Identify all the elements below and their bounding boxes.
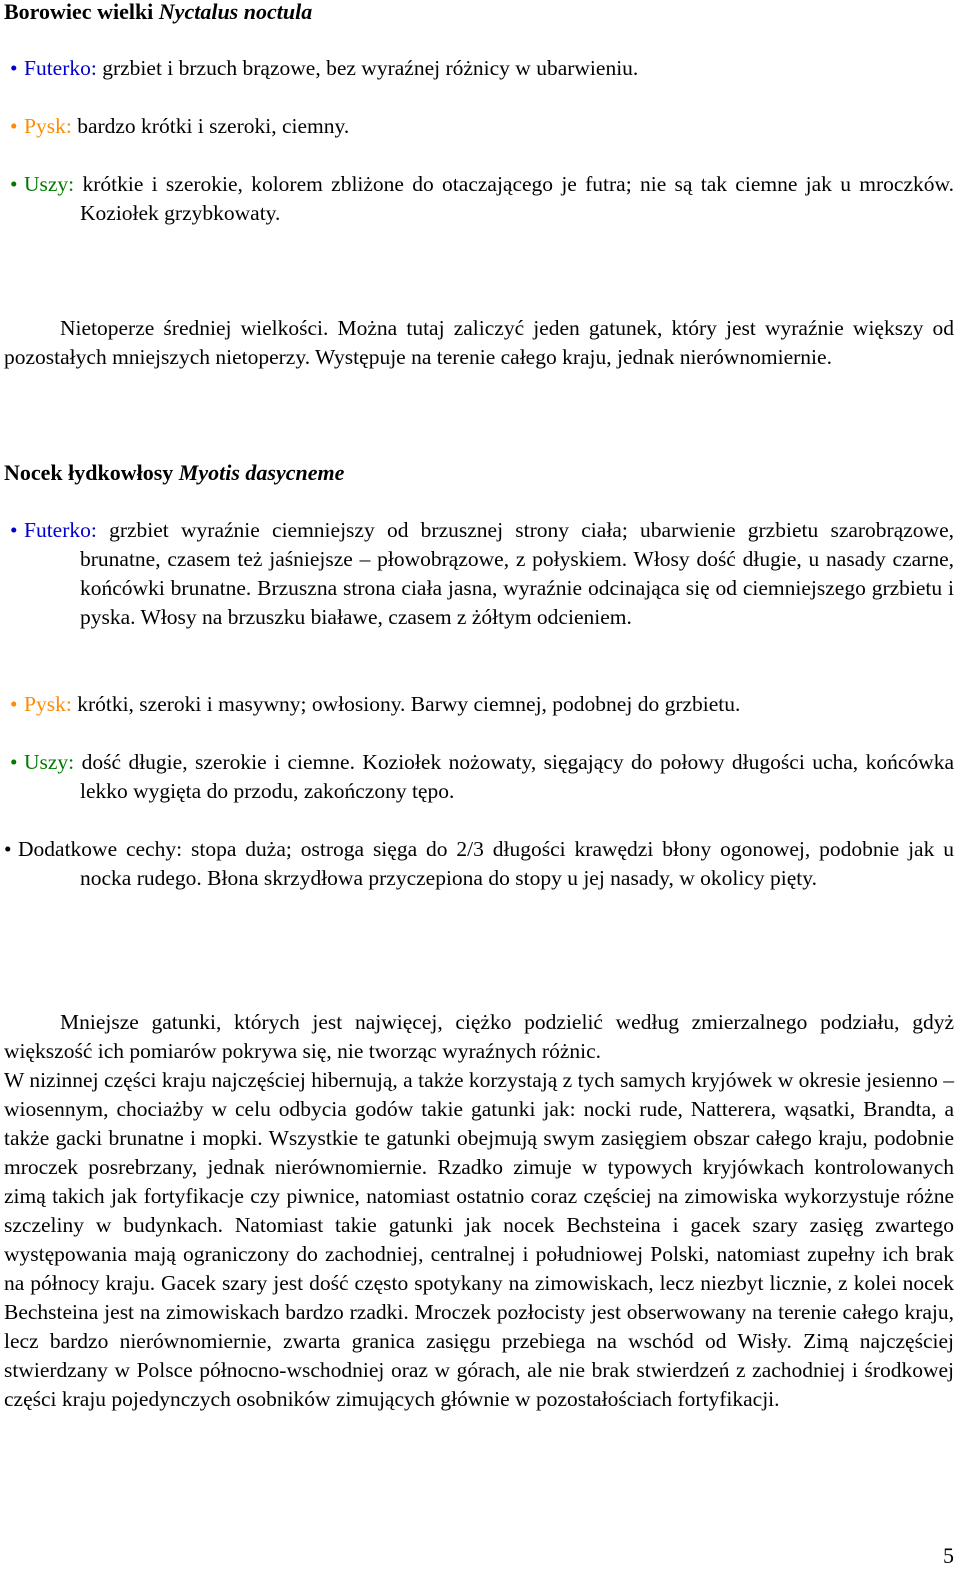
feature-text: grzbiet wyraźnie ciemniejszy od brzusznej strony ciała; ubarwienie grzbietu szarobrązowe, brunatne, czasem też jaśniejsze – płowobrązowe, z połyskiem. Włosy dość długie, u nasady czarne, końcówki brunatne. Brzuszna strona ciała jasna, wyraźnie odcinająca się od ciemniejszego grzbietu i pyska. Włosy na brzuszku białawe, czasem z żółtym odcieniem.	[80, 518, 954, 629]
list-item-dodatkowe-cechy	[4, 835, 954, 893]
bullet-icon: •	[10, 692, 18, 716]
species-common-name: Nocek łydkowłosy	[4, 460, 179, 485]
species-heading-borowiec	[4, 0, 312, 24]
feature-text: bardzo krótki i szeroki, ciemny.	[71, 114, 350, 138]
species-latin-name: Nyctalus noctula	[158, 0, 313, 24]
list-item-pysk	[4, 112, 954, 141]
list-item-futerko	[4, 54, 954, 83]
bullet-icon: •	[10, 518, 18, 542]
feature-label: Pysk:	[24, 692, 72, 716]
species-heading-nocek	[4, 461, 344, 485]
feature-label: Pysk:	[24, 114, 72, 138]
closing-paragraph-1: Mniejsze gatunki, których jest najwięcej, ciężko podzielić według zmierzalnego podziału, gdyż większość ich pomiarów pokrywa się, nie tworząc wyraźnych różnic.	[4, 1010, 954, 1063]
closing-paragraph-2: W nizinnej części kraju najczęściej hibernują, a także korzystają z tych samych kryjówek w okresie jesienno – wiosennym, chociażby w celu odbycia godów takie gatunki jak: nocki rude, Natterera, wąsatki, Brandta, a także gacki brunatne i mopki. Wszystkie te gatunki obejmują swym zasięgiem obszar całego kraju, podobnie mroczek posrebrzany, jednak nierównomiernie. Rzadko zimuje w typowych kryjówkach kontrolowanych zimą takich jak fortyfikacje czy piwnice, natomiast ostatnio coraz częściej na zimowiska wykorzystuje różne szczeliny w budynkach. Natomiast takie gatunki jak nocek Bechsteina i gacek szary zasięg zwartego występowania mają ograniczony do zachodniej, centralnej i południowej Polski, natomiast zupełny ich brak na północy kraju. Gacek szary jest dość często spotykany na zimowiskach, lecz niezbyt licznie, z kolei nocek Bechsteina jest na zimowiskach bardzo rzadki. Mroczek pozłocisty jest obserwowany na terenie całego kraju, lecz bardzo nierównomiernie, zwarta granica zasięgu przebiega na wschód od Wisły. Zimą najczęściej stwierdzany w Polsce północno-wschodniej oraz w górach, ale nie brak stwierdzeń z zachodniej i środkowej części kraju pojedynczych osobników zimujących głównie w pozostałościach fortyfikacji.	[4, 1068, 954, 1411]
feature-text: grzbiet i brzuch brązowe, bez wyraźnej różnicy w ubarwieniu.	[96, 56, 639, 80]
list-item-uszy	[4, 170, 954, 228]
list-item-uszy	[4, 748, 954, 806]
bullet-icon: •	[10, 56, 18, 80]
feature-label: Futerko:	[24, 518, 97, 542]
species-common-name: Borowiec wielki	[4, 0, 159, 24]
section-paragraph: Nietoperze średniej wielkości. Można tutaj zaliczyć jeden gatunek, który jest wyraźnie większy od pozostałych mniejszych nietoperzy. Występuje na terenie całego kraju, jednak nierównomiernie.	[4, 316, 954, 369]
feature-label: Futerko:	[24, 56, 97, 80]
species-latin-name: Myotis dasycneme	[178, 460, 345, 485]
feature-text: krótki, szeroki i masywny; owłosiony. Barwy ciemnej, podobnej do grzbietu.	[71, 692, 741, 716]
bullet-icon: •	[10, 172, 18, 196]
bullet-icon: •	[10, 114, 18, 138]
feature-text: krótkie i szerokie, kolorem zbliżone do otaczającego je futra; nie są tak ciemne jak u mroczków. Koziołek grzybkowaty.	[74, 172, 954, 225]
feature-text: Dodatkowe cechy: stopa duża; ostroga sięga do 2/3 długości krawędzi błony ogonowej, podobnie jak u nocka rudego. Błona skrzydłowa przyczepiona do stopy u jej nasady, w okolicy pięty.	[18, 837, 954, 890]
feature-label: Uszy:	[24, 750, 75, 774]
list-item-pysk	[4, 690, 954, 719]
list-item-futerko	[4, 516, 954, 632]
feature-text: dość długie, szerokie i ciemne. Koziołek nożowaty, sięgający do połowy długości ucha, końcówka lekko wygięta do przodu, zakończony tępo.	[74, 750, 954, 803]
page-number: 5	[943, 1543, 954, 1568]
bullet-icon: •	[10, 750, 18, 774]
feature-label: Uszy:	[24, 172, 75, 196]
bullet-icon: •	[4, 837, 12, 861]
